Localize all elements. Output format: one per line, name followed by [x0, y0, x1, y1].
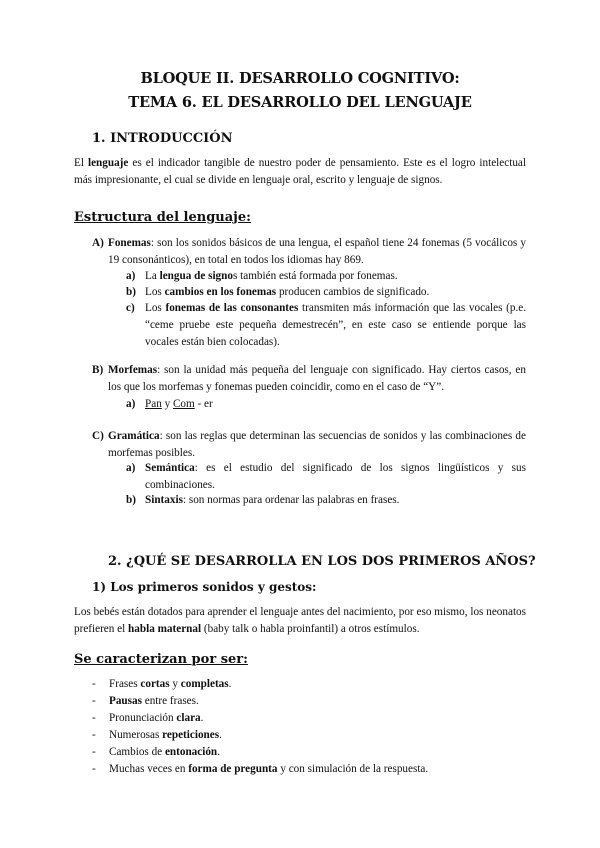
item-a-text: [108, 235, 526, 269]
item-c-text: [108, 428, 526, 462]
item-c-label: C): [92, 430, 104, 442]
item-a-term: Fonemas: [108, 237, 151, 249]
item-a-sub-c-label: c): [126, 302, 135, 314]
item-a-sub-a-text: La lengua de signos también está formada por fonemas.: [145, 270, 398, 282]
list-item: - Numerosas repeticiones.: [92, 729, 222, 741]
list-item: - Muchas veces en forma de pregunta y con simulación de la respuesta.: [92, 763, 429, 775]
section-2-subheading: 1) Los primeros sonidos y gestos:: [92, 580, 317, 594]
habla-maternal-term: habla maternal: [128, 623, 202, 635]
intro-text-b: es el indicador tangible de nuestro poder de pensamiento. Este es el logro intelectual más impresionante, el cual se divide en lenguaje oral, escrito y lenguaje de signos.: [74, 157, 526, 186]
intro-term: lenguaje: [87, 157, 129, 169]
item-c-sub-a-text: Semántica: es el estudio del significado de los signos lingüísticos y sus combinaciones.: [145, 462, 526, 491]
item-c-sub-b-text: Sintaxis: son normas para ordenar las palabras en frases.: [145, 494, 400, 506]
item-c-term: Gramática: [108, 430, 160, 442]
item-b-sub-a-label: a): [126, 398, 136, 410]
item-a-sub-a-label: a): [126, 270, 136, 282]
section-1-heading: 1. INTRODUCCIÓN: [92, 131, 233, 146]
title-line-2: TEMA 6. EL DESARROLLO DEL LENGUAJE: [128, 94, 472, 111]
title-line-1: BLOQUE II. DESARROLLO COGNITIVO:: [140, 70, 460, 87]
item-b-sub-a-text: Pan y Com - er: [145, 398, 213, 410]
caracter-list: [92, 676, 428, 778]
item-b-label: B): [92, 364, 104, 376]
item-b-desc: : son la unidad más pequeña del lenguaje con significado. Hay ciertos casos, en los que los morfemas y fonemas pueden coincidir, como en el caso de “Y”.: [108, 364, 526, 393]
list-item: - Cambios de entonación.: [92, 746, 220, 758]
item-b-text: [108, 362, 526, 396]
section-2-heading: 2. ¿QUÉ SE DESARROLLA EN LOS DOS PRIMEROS AÑOS?: [108, 554, 536, 569]
list-item: - Pausas entre frases.: [92, 695, 199, 707]
estructura-heading: Estructura del lenguaje:: [74, 210, 251, 225]
intro-text-a: El: [74, 157, 88, 169]
item-a-desc: : son los sonidos básicos de una lengua, el español tiene 24 fonemas (5 vocálicos y 19 consonánticos), en total en todos los idiomas hay 869.: [108, 237, 526, 266]
section-2-paragraph: Los bebés están dotados para aprender el lenguaje antes del nacimiento, por eso mismo, los neonatos prefieren el habla maternal (baby talk o habla proinfantil) a otros estímulos.: [74, 606, 526, 635]
item-b-term: Morfemas: [108, 364, 158, 376]
item-a-sub-b-text: Los cambios en los fonemas producen cambios de significado.: [145, 286, 430, 298]
item-a-label: A): [92, 237, 104, 249]
item-a-sub-c-text: Los fonemas de las consonantes transmiten más información que las vocales (p.e. “ceme pruebe este pequeña demestrecén”, en este caso se entiende porque las vocales están bien colocadas).: [145, 302, 527, 348]
intro-paragraph: [74, 155, 526, 189]
item-c-sub-a-label: a): [126, 462, 136, 474]
list-item: - Pronunciación clara.: [92, 712, 204, 724]
item-c-sub-b-label: b): [126, 494, 136, 506]
list-item: - Frases cortas y completas.: [92, 678, 232, 690]
item-c-desc: : son las reglas que determinan las secuencias de sonidos y las combinaciones de morfemas posibles.: [108, 430, 526, 459]
caracter-heading: Se caracterizan por ser:: [74, 652, 248, 667]
item-a-sub-b-label: b): [126, 286, 136, 298]
